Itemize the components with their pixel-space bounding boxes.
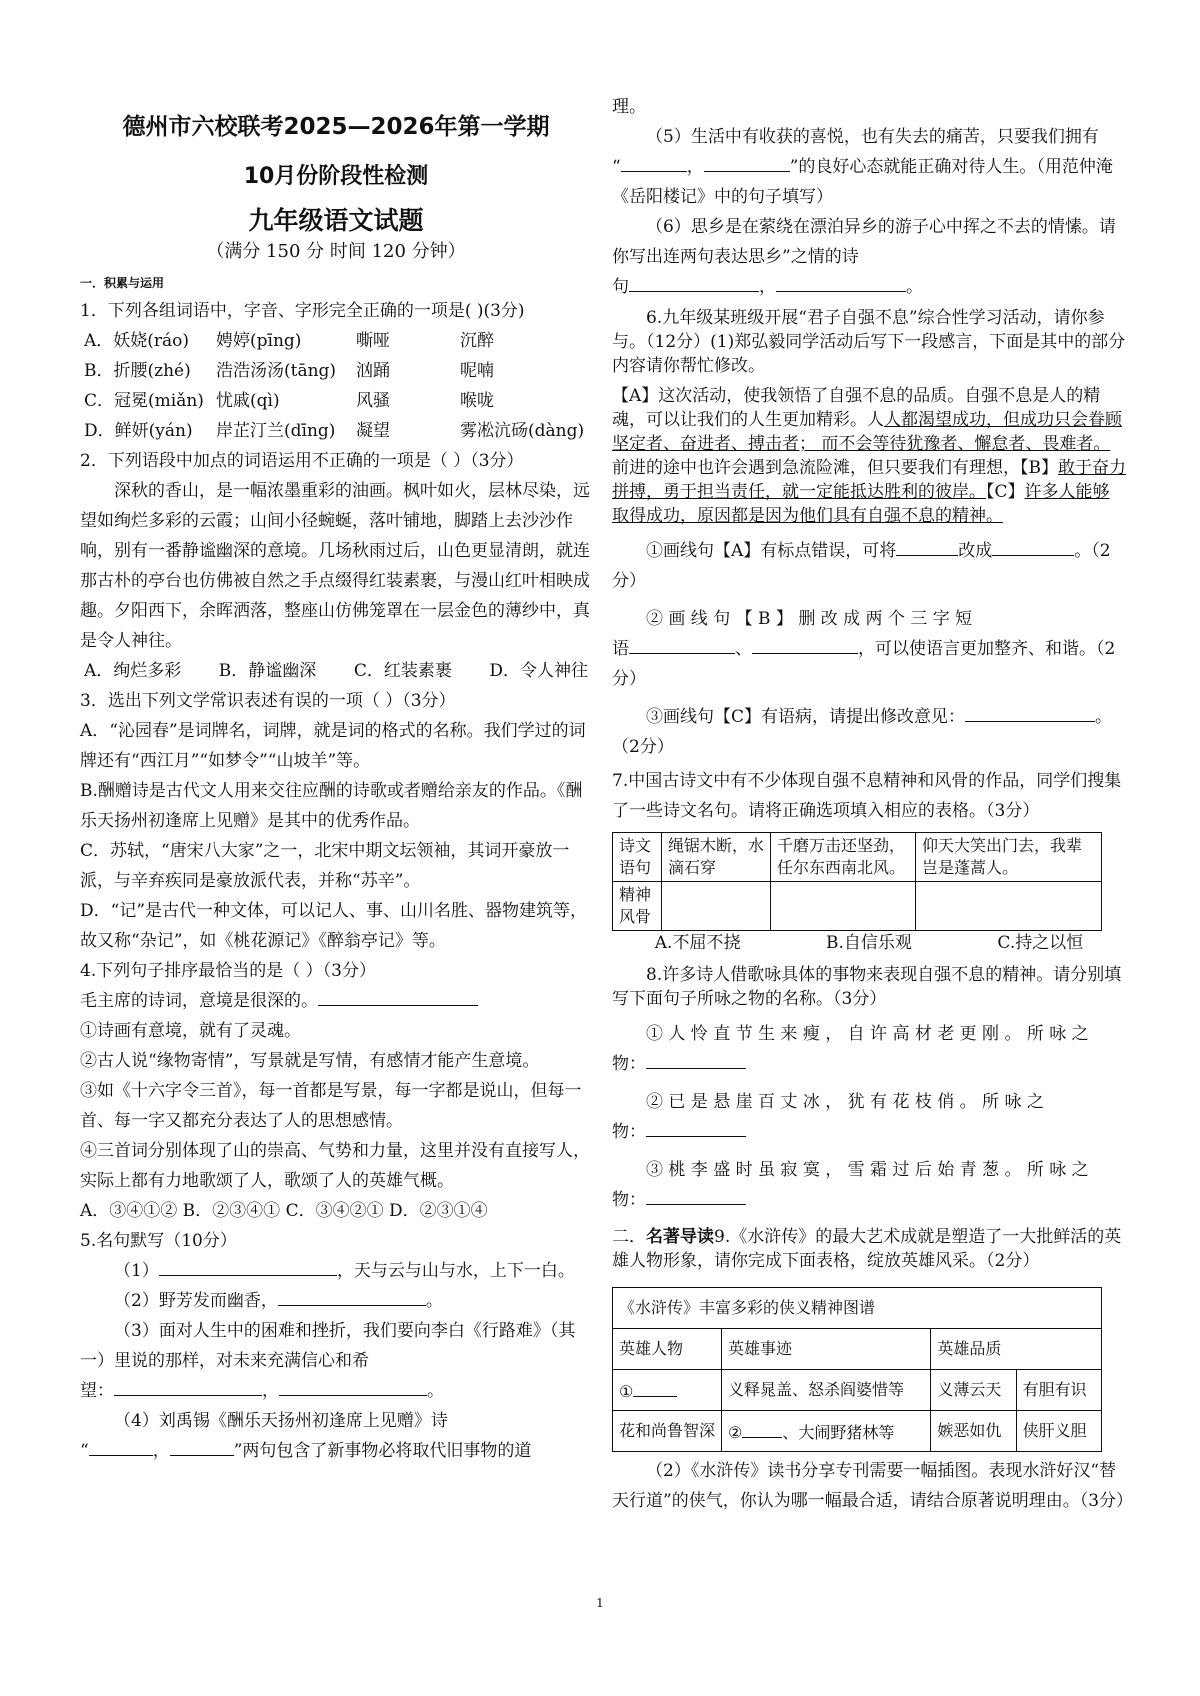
table-row: 精神风骨 [613,882,1102,931]
q5-blank-7[interactable] [621,153,687,172]
q9-table [612,1287,1102,1452]
q5-part2: （2）野芳发而幽香， 。 [80,1286,592,1316]
q7-answer-cell-3[interactable] [916,882,1102,931]
q8-line-3: ③ 桃 李 盛 时 虽 寂 寞 ， 雪 霜 过 后 始 青 葱 。 所 咏 之 [646,1160,1089,1180]
q3-option-b: B.酬赠诗是古代文人用来交往应酬的诗歌或者赠给亲友的作品。《酬乐天扬州初逢席上见赠》是其中的优秀作品。 [80,781,583,831]
table-row: 《水浒传》丰富多彩的侠义精神图谱 [613,1288,1102,1329]
q9-part2: （2）《水浒传》读书分享专刊需要一幅插图。表现水浒好汉“替天行道”的侠气，你认为哪一幅最合适，请结合原著说明理由。（3分） [612,1461,1134,1511]
q2-stem: 2．下列语段中加点的词语运用不正确的一项是（ ）（3分） [80,451,524,471]
title-line1: 德州市六校联考2025—2026年第一学期 [122,114,550,140]
q7-table [612,832,1102,931]
q5-blank-8[interactable] [704,153,790,172]
q2-passage: 深秋的香山，是一幅浓墨重彩的油画。枫叶如火，层林尽染，远望如绚烂多彩的云霞；山间小径蜿蜒，落叶铺地，脚踏上去沙沙作响，别有一番静谧幽深的意境。几场秋雨过后，山色更显清朗，就连那古朴的亭台也仿佛被自然之手点缀得红装素裹，与漫山红叶相映成趣。夕阳西下，余晖洒落，整座山仿佛笼罩在一层金色的薄纱中，真是令人神往。 [80,481,590,651]
q6-blank-1[interactable] [896,537,958,556]
q6-sub2-line2: 语 、 ，可以使语言更加整齐、和谐。（2分） [612,634,1126,694]
q3-option-a: A．“沁园春”是词牌名，词牌，就是词的格式的名称。我们学过的词牌还有“西江月”“如梦令”“山坡羊”等。 [80,721,586,771]
q7-options: A.不屈不挠 B.自信乐观 C.持之以恒 [654,933,1084,953]
q8-blank-3[interactable] [646,1186,746,1205]
right-column [612,92,1134,1516]
q4-sentence-2: ②古人说“缘物寄情”，写景就是写情，有感情才能产生意境。 [80,1051,540,1071]
q4-sentence-3: ③如《十六字令三首》，每一首都是写景，每一字都是说山，但每一首、每一字又都充分表达了人的思想感情。 [80,1081,582,1131]
q6-stem: 6.九年级某班级开展“君子自强不息”综合性学习活动，请你参与。（12分）(1)郑弘毅同学活动后写下一段感言，下面是其中的部分内容请你帮忙修改。 [612,308,1126,376]
q6-blank-2[interactable] [992,537,1074,556]
q3-stem: 3．选出下列文学常识表述有误的一项（ ）（3分） [80,691,456,711]
q9-blank-2[interactable] [742,1419,782,1438]
section1-heading: 一．积累与运用 [80,276,165,290]
q4-lead: 毛主席的诗词，意境是很深的。 [80,986,592,1016]
q5-part1: （1） ，天与云与山与水，上下一白。 [80,1256,592,1286]
section2-heading: 二．名著导读9.《水浒传》的最大艺术成就是塑造了一大批鲜活的英雄人物形象，请你完成下面表格，绽放英雄风采。（2分） [612,1227,1122,1271]
q5-blank-3[interactable] [114,1377,262,1396]
q5-part3-line2: 望： ， 。 [80,1376,592,1406]
q5-stem: 5.名句默写（10分） [80,1231,237,1251]
q8-line-2: ② 已 是 悬 崖 百 丈 冰 ， 犹 有 花 枝 俏 。 所 咏 之 [646,1092,1044,1112]
q7-answer-cell-2[interactable] [771,882,916,931]
q5-blank-6[interactable] [170,1437,234,1456]
q7-stem: 7.中国古诗文中有不少体现自强不息精神和风骨的作品，同学们搜集了一些诗文名句。请将正确选项填入相应的表格。（3分） [612,771,1122,821]
left-column [80,0,592,1466]
q5-part3: （3）面对人生中的困难和挫折，我们要向李白《行路难》（其一）里说的那样，对未来充满信心和希 [80,1321,576,1371]
q5-blank-1[interactable] [159,1257,337,1276]
q5-blank-5[interactable] [89,1437,153,1456]
title-line3: 九年级语文试题 [248,206,424,235]
q5-part6: （6）思乡是在萦绕在漂泊异乡的游子心中挥之不去的情愫。请你写出连两句表达思乡”之情的诗 [612,217,1116,267]
q5-part4-line2: “ ， ”两句包含了新事物必将取代旧事物的道 [80,1436,592,1466]
q5-part6-line2: 句 ， 。 [612,272,1126,302]
q5-part5: （5）生活中有收获的喜悦，也有失去的痛苦，只要我们拥有 [646,127,1099,147]
q8-blank-2[interactable] [646,1118,746,1137]
q5-part4-line3: 理。 [612,97,646,117]
q6-passage: 【A】这次活动，使我领悟了自强不息的品质。自强不息是人的精魂，可以让我们的人生更加精彩。人人都渴望成功，但成功只会眷顾坚定者、奋进者、搏击者； 而不会等待犹豫者、懈怠者、畏难者。前进的途中也许会遇到急流险滩，但只要我们有理想，【B】敢于奋力拼搏，勇于担当责任，就一定能抵达胜利的彼岸。【C】许多人能够取得成功，原因都是因为他们具有自强不息的精神。 [612,386,1126,526]
q5-blank-9[interactable] [629,273,759,292]
q3-option-c: C．苏轼，“唐宋八大家”之一，北宋中期文坛领袖，其词开豪放一派，与辛弃疾同是豪放派代表，并称“苏辛”。 [80,841,570,891]
q8-answer-3: 物： [612,1185,1126,1215]
q6-blank-3[interactable] [629,635,735,654]
q6-sub2: ② 画 线 句 【 B 】 删 改 成 两 个 三 字 短 [646,609,973,629]
q5-blank-10[interactable] [776,273,906,292]
q1-option-d: D．鲜妍(yán) 岸芷汀兰(dīng) 凝望 雾凇沆砀(dàng) [84,421,585,441]
table-row: ① 义释晁盖、怒杀阎婆惜等 义薄云天 有胆有识 [613,1370,1102,1411]
q1-option-a: A．妖娆(ráo) 娉婷(pīng) 嘶哑 沉醉 [84,331,494,351]
q4-sentence-4: ④三首词分别体现了山的崇高、气势和力量，这里并没有直接写人，实际上都有力地歌颂了人，歌颂了人的英雄气概。 [80,1141,590,1191]
title-line4: （满分 150 分 时间 120 分钟） [206,241,466,262]
q9-blank-1[interactable] [633,1378,677,1397]
q4-options: A．③④①② B．②③④① C．③④②① D．②③①④ [80,1201,488,1221]
q8-line-1: ① 人 怜 直 节 生 来 瘦 ， 自 许 高 材 老 更 刚 。 所 咏 之 [646,1024,1089,1044]
q2-options: A．绚烂多彩 B．静谧幽深 C．红装素裹 D．令人神往 [84,661,588,681]
q6-sub3: ③画线句【C】有语病，请提出修改意见： 。（2分） [612,702,1126,762]
q6-sub1: ①画线句【A】有标点错误，可将 改成 。（2分） [612,536,1126,596]
q6-blank-5[interactable] [965,703,1095,722]
table-row: 诗文语句 绳锯木断，水滴石穿 千磨万击还坚劲，任尔东西南北风。 仰天大笑出门去，我辈岂是蓬蒿人。 [613,833,1102,882]
q4-stem: 4.下列句子排序最恰当的是（ ）（3分） [80,961,376,981]
q3-option-d: D．“记”是古代一种文体，可以记人、事、山川名胜、器物建筑等，故又称“杂记”，如《桃花源记》《醉翁亭记》等。 [80,901,588,951]
q5-blank-2[interactable] [278,1287,426,1306]
q7-answer-cell-1[interactable] [662,882,771,931]
q5-blank-4[interactable] [279,1377,427,1396]
q5-part4: （4）刘禹锡《酬乐天扬州初逢席上见赠》诗 [114,1411,448,1431]
q1-option-b: B．折腰(zhé) 浩浩汤汤(tāng) 汹踊 呢喃 [84,361,494,381]
q8-answer-1: 物： [612,1049,1126,1079]
q1-option-c: C．冠冕(miǎn) 忧戚(qì) 风骚 喉咙 [84,391,494,411]
title-line2: 10月份阶段性检测 [243,164,429,189]
q4-sentence-1: ①诗画有意境，就有了灵魂。 [80,1021,301,1041]
page-number: 1 [596,1596,604,1610]
q8-answer-2: 物： [612,1117,1126,1147]
q4-answer-blank[interactable] [318,987,478,1006]
q1-stem: 1．下列各组词语中，字音、字形完全正确的一项是( )(3分) [80,301,525,321]
q8-stem: 8.许多诗人借歌咏具体的事物来表现自强不息的精神。请分别填写下面句子所咏之物的名称。（3分） [612,965,1122,1009]
q6-blank-4[interactable] [752,635,858,654]
table-row: 英雄人物 英雄事迹 英雄品质 [613,1329,1102,1370]
table-row: 花和尚鲁智深 ② 、大闹野猪林等 嫉恶如仇 侠肝义胆 [613,1411,1102,1452]
q8-blank-1[interactable] [646,1050,746,1069]
q5-part5-line2: “ ， ”的良好心态就能正确对待人生。（用范仲淹《岳阳楼记》中的句子填写） [612,152,1126,212]
